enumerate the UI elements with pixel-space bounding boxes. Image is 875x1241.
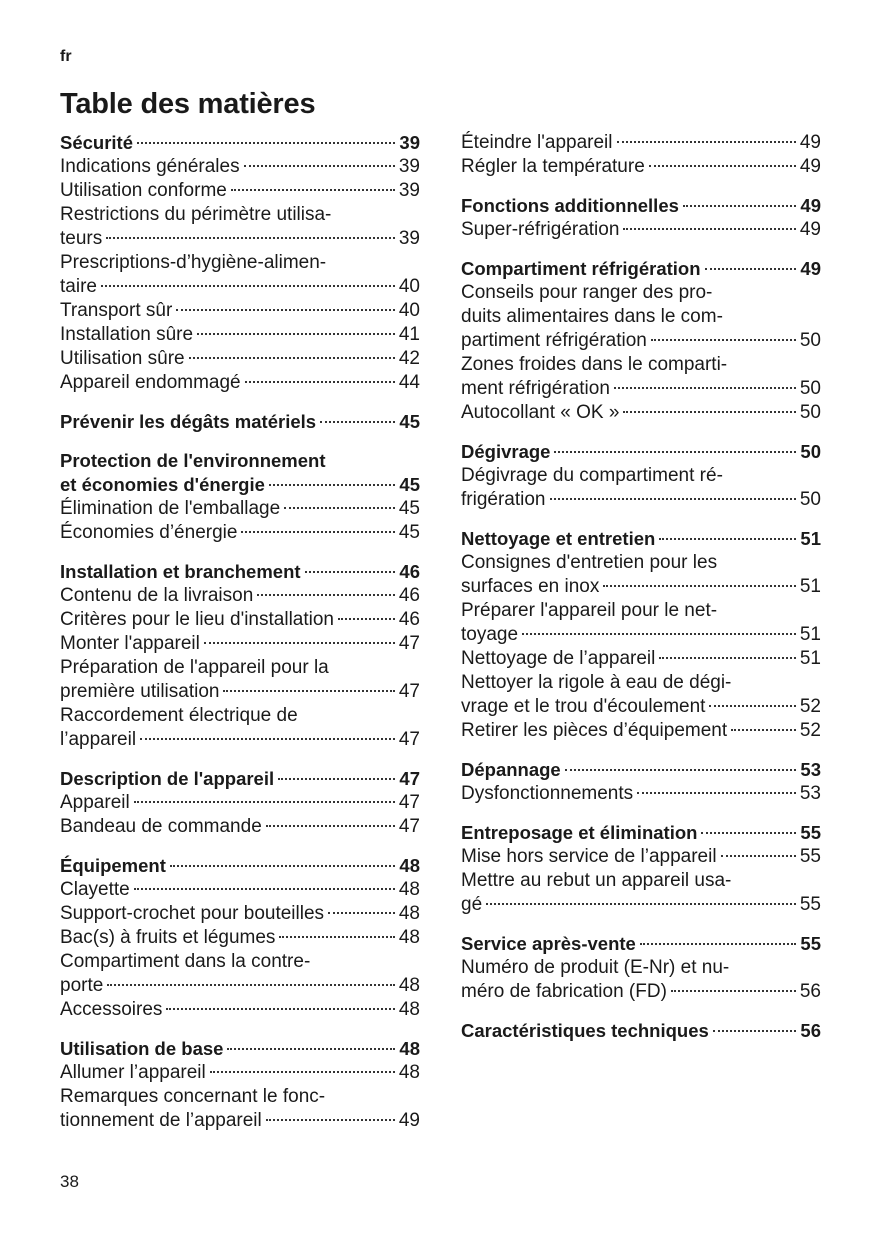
- toc-entry-title: toyage: [461, 624, 519, 645]
- dot-leader: [338, 618, 395, 620]
- dot-leader: [649, 165, 796, 167]
- dot-leader: [279, 936, 394, 938]
- toc-heading[interactable]: [461, 257, 821, 281]
- toc-entry[interactable]: [461, 695, 821, 719]
- toc-section: [461, 257, 821, 425]
- dot-leader: [166, 1008, 394, 1010]
- page-ref: 46: [398, 585, 420, 606]
- toc-entry-title: Accessoires: [60, 999, 163, 1020]
- toc-entry[interactable]: [461, 719, 821, 743]
- toc-entry-title: Support-crochet pour bouteilles: [60, 903, 325, 924]
- page-ref: 47: [398, 792, 420, 813]
- page-ref: 45: [399, 474, 420, 495]
- toc-heading-title: Équipement: [60, 855, 166, 876]
- dot-leader: [683, 205, 797, 207]
- toc-section: [461, 194, 821, 242]
- toc-heading-title: Dépannage: [461, 759, 561, 780]
- page-ref: 47: [398, 681, 420, 702]
- page-ref: 42: [398, 348, 420, 369]
- language-code: fr: [60, 48, 72, 65]
- toc-entry[interactable]: [461, 488, 821, 512]
- toc-heading[interactable]: [60, 410, 420, 434]
- page-ref: 45: [398, 498, 420, 519]
- toc-column-left: [60, 131, 420, 1148]
- toc-entry[interactable]: [60, 902, 420, 926]
- toc-heading-title: Caractéristiques techniques: [461, 1020, 709, 1041]
- toc-entry-title: teurs: [60, 228, 103, 249]
- toc-entry-line: Mettre au rebut un appareil usa-: [461, 870, 732, 891]
- toc-entry-title: Utilisation conforme: [60, 180, 227, 201]
- toc-entry-title: partiment réfrigération: [461, 330, 647, 351]
- toc-entry-title: ment réfrigération: [461, 378, 610, 399]
- dot-leader: [637, 792, 796, 794]
- toc-heading[interactable]: [60, 767, 420, 791]
- page-ref: 39: [398, 156, 420, 177]
- toc-entry-title: Utilisation sûre: [60, 348, 185, 369]
- toc-section: [60, 767, 420, 839]
- dot-leader: [134, 888, 395, 890]
- toc-entry-title: surfaces en inox: [461, 576, 600, 597]
- toc-heading[interactable]: [60, 131, 420, 155]
- toc-heading-title: Nettoyage et entretien: [461, 528, 656, 549]
- page-ref: 50: [799, 378, 821, 399]
- dot-leader: [107, 984, 395, 986]
- toc-entry[interactable]: [60, 497, 420, 521]
- dot-leader: [603, 585, 796, 587]
- dot-leader: [709, 705, 795, 707]
- page-ref: 55: [799, 846, 821, 867]
- dot-leader: [284, 507, 395, 509]
- dot-leader: [241, 531, 394, 533]
- dot-leader: [170, 865, 396, 867]
- toc-heading[interactable]: [60, 1037, 420, 1061]
- toc-entry-title: l’appareil: [60, 729, 137, 750]
- toc-entry-title: Éteindre l'appareil: [461, 132, 613, 153]
- toc-entry[interactable]: [60, 926, 420, 950]
- toc-heading[interactable]: [461, 932, 821, 956]
- toc-heading-line: Protection de l'environnement: [60, 450, 326, 471]
- dot-leader: [231, 189, 395, 191]
- dot-leader: [278, 778, 395, 780]
- page-ref: 46: [399, 561, 420, 582]
- page-ref: 39: [398, 180, 420, 201]
- page-ref: 39: [398, 228, 420, 249]
- toc-entry[interactable]: [60, 791, 420, 815]
- toc-section: [461, 821, 821, 917]
- toc-entry[interactable]: [60, 347, 420, 371]
- toc-section: [461, 527, 821, 743]
- dot-leader: [189, 357, 395, 359]
- toc-entry[interactable]: [461, 782, 821, 806]
- toc-entry-title: Clayette: [60, 879, 130, 900]
- toc-section: [461, 1019, 821, 1043]
- page-ref: 47: [398, 816, 420, 837]
- toc-entry-line: Préparer l'appareil pour le net-: [461, 600, 718, 621]
- toc-entry-line: Restrictions du périmètre utilisa-: [60, 204, 332, 225]
- toc-entry-line: Remarques concernant le fonc-: [60, 1086, 326, 1107]
- dot-leader: [137, 142, 395, 144]
- toc-section: [461, 440, 821, 512]
- page-ref: 40: [398, 300, 420, 321]
- dot-leader: [101, 285, 395, 287]
- toc-entry[interactable]: [60, 371, 420, 395]
- toc-entry[interactable]: [461, 131, 821, 155]
- page-ref: 53: [799, 783, 821, 804]
- dot-leader: [522, 633, 796, 635]
- toc-entry-title: taire: [60, 276, 97, 297]
- dot-leader: [204, 642, 395, 644]
- toc-entry-title: porte: [60, 975, 104, 996]
- toc-heading[interactable]: [461, 758, 821, 782]
- page-ref: 49: [800, 195, 821, 216]
- page-ref: 51: [799, 648, 821, 669]
- toc-entry[interactable]: [60, 608, 420, 632]
- toc-entry[interactable]: [60, 974, 420, 998]
- page-ref: 48: [398, 903, 420, 924]
- page-ref: 52: [799, 696, 821, 717]
- page-ref: 48: [398, 927, 420, 948]
- dot-leader: [701, 832, 796, 834]
- toc-entry-title: frigération: [461, 489, 546, 510]
- toc-entry[interactable]: [60, 227, 420, 251]
- toc-heading-title: Description de l'appareil: [60, 768, 275, 789]
- dot-leader: [623, 228, 795, 230]
- toc-entry[interactable]: [60, 1109, 420, 1133]
- toc-entry-title: vrage et le trou d'écoulement: [461, 696, 706, 717]
- toc-section: [60, 560, 420, 752]
- page-ref: 48: [398, 879, 420, 900]
- toc-entry-title: Nettoyage de l’appareil: [461, 648, 656, 669]
- toc-entry-line: Dégivrage du compartiment ré-: [461, 465, 723, 486]
- page-ref: 45: [398, 522, 420, 543]
- dot-leader: [614, 387, 796, 389]
- toc-entry[interactable]: [461, 893, 821, 917]
- toc-heading[interactable]: [461, 440, 821, 464]
- dot-leader: [210, 1071, 395, 1073]
- toc-entry-title: Bac(s) à fruits et légumes: [60, 927, 276, 948]
- toc-heading-title: Utilisation de base: [60, 1038, 224, 1059]
- dot-leader: [721, 855, 796, 857]
- page-ref: 39: [399, 132, 420, 153]
- toc-section: [60, 131, 420, 395]
- toc-entry-title: Retirer les pièces d’équipement: [461, 720, 728, 741]
- toc-entry-line: Zones froides dans le comparti-: [461, 354, 728, 375]
- page-ref: 52: [799, 720, 821, 741]
- page-ref: 50: [800, 441, 821, 462]
- toc-entry[interactable]: [60, 878, 420, 902]
- toc-entry[interactable]: [461, 401, 821, 425]
- page-ref: 47: [398, 729, 420, 750]
- toc-column-right: [461, 131, 821, 1058]
- toc-entry-title: Appareil: [60, 792, 130, 813]
- page-ref: 56: [799, 981, 821, 1002]
- dot-leader: [134, 801, 395, 803]
- toc-entry-title: Appareil endommagé: [60, 372, 241, 393]
- toc-heading[interactable]: [461, 821, 821, 845]
- dot-leader: [550, 498, 796, 500]
- toc-section: [461, 131, 821, 179]
- toc-entry-title: gé: [461, 894, 483, 915]
- toc-entry[interactable]: [461, 329, 821, 353]
- toc-entry[interactable]: [60, 728, 420, 752]
- toc-heading-title: Service après-vente: [461, 933, 636, 954]
- toc-entry-title: tionnement de l’appareil: [60, 1110, 262, 1131]
- page-ref: 47: [399, 768, 420, 789]
- page-ref: 48: [398, 999, 420, 1020]
- page-ref: 48: [399, 1038, 420, 1059]
- toc-entry[interactable]: [461, 980, 821, 1004]
- page-ref: 48: [398, 975, 420, 996]
- page-ref: 44: [398, 372, 420, 393]
- toc-entry-line: Numéro de produit (E-Nr) et nu-: [461, 957, 730, 978]
- page-ref: 49: [799, 219, 821, 240]
- toc-entry-line: Prescriptions-d’hygiène-alimen-: [60, 252, 327, 273]
- dot-leader: [266, 1119, 395, 1121]
- toc-entry[interactable]: [60, 323, 420, 347]
- dot-leader: [486, 903, 796, 905]
- dot-leader: [659, 538, 796, 540]
- page-ref: 48: [398, 1062, 420, 1083]
- toc-entry-title: Bandeau de commande: [60, 816, 262, 837]
- page-ref: 49: [398, 1110, 420, 1131]
- dot-leader: [269, 484, 396, 486]
- toc-heading-title: Installation et branchement: [60, 561, 301, 582]
- toc-entry-title: Transport sûr: [60, 300, 173, 321]
- toc-entry[interactable]: [60, 680, 420, 704]
- toc-entry-line: Raccordement électrique de: [60, 705, 298, 726]
- toc-heading-title: Entreposage et élimination: [461, 822, 698, 843]
- toc-heading[interactable]: [60, 854, 420, 878]
- page-ref: 45: [399, 411, 420, 432]
- toc-heading-title: et économies d'énergie: [60, 474, 265, 495]
- toc-entry-title: Super-réfrigération: [461, 219, 620, 240]
- toc-entry-line: Consignes d'entretien pour les: [461, 552, 718, 573]
- toc-entry-line: Nettoyer la rigole à eau de dégi-: [461, 672, 732, 693]
- toc-entry-title: Monter l'appareil: [60, 633, 200, 654]
- toc-section: [60, 1037, 420, 1133]
- toc-entry[interactable]: [461, 845, 821, 869]
- toc-entry-title: Dysfonctionnements: [461, 783, 634, 804]
- toc-entry-title: Allumer l’appareil: [60, 1062, 206, 1083]
- page-ref: 55: [800, 822, 821, 843]
- dot-leader: [197, 333, 395, 335]
- page-ref: 50: [799, 489, 821, 510]
- dot-leader: [565, 769, 797, 771]
- dot-leader: [731, 729, 796, 731]
- toc-entry-line: Préparation de l'appareil pour la: [60, 657, 329, 678]
- dot-leader: [659, 657, 796, 659]
- page-ref: 46: [398, 609, 420, 630]
- toc-entry[interactable]: [461, 575, 821, 599]
- toc-heading-title: Fonctions additionnelles: [461, 195, 679, 216]
- toc-entry-line: Compartiment dans la contre-: [60, 951, 311, 972]
- toc-entry-title: première utilisation: [60, 681, 220, 702]
- dot-leader: [651, 339, 796, 341]
- page-ref: 41: [398, 324, 420, 345]
- dot-leader: [106, 237, 395, 239]
- toc-entry-title: Économies d’énergie: [60, 522, 238, 543]
- page-ref: 53: [800, 759, 821, 780]
- toc-entry[interactable]: [60, 632, 420, 656]
- page-ref: 51: [799, 576, 821, 597]
- dot-leader: [176, 309, 395, 311]
- dot-leader: [705, 268, 797, 270]
- page-ref: 48: [399, 855, 420, 876]
- toc-entry[interactable]: [60, 1061, 420, 1085]
- toc-entry-title: méro de fabrication (FD): [461, 981, 667, 1002]
- toc-entry[interactable]: [60, 815, 420, 839]
- toc-entry[interactable]: [461, 218, 821, 242]
- toc-entry[interactable]: [60, 275, 420, 299]
- toc-section: [461, 932, 821, 1004]
- toc-entry[interactable]: [60, 155, 420, 179]
- dot-leader: [140, 738, 395, 740]
- page-ref: 56: [800, 1020, 821, 1041]
- toc-entry-title: Mise hors service de l’appareil: [461, 846, 717, 867]
- page-ref: 50: [799, 330, 821, 351]
- page-ref: 40: [398, 276, 420, 297]
- toc-heading[interactable]: [60, 560, 420, 584]
- toc-entry[interactable]: [461, 647, 821, 671]
- toc-section: [60, 449, 420, 545]
- page-ref: 51: [800, 528, 821, 549]
- page-ref: 50: [799, 402, 821, 423]
- toc-entry-line: Conseils pour ranger des pro-: [461, 282, 713, 303]
- dot-leader: [320, 421, 395, 423]
- page-number: 38: [60, 1172, 79, 1191]
- toc-entry[interactable]: [60, 998, 420, 1022]
- toc-entry[interactable]: [461, 623, 821, 647]
- dot-leader: [623, 411, 795, 413]
- toc-heading-title: Sécurité: [60, 132, 134, 153]
- toc-section: [461, 758, 821, 806]
- toc-heading[interactable]: [60, 473, 420, 497]
- dot-leader: [223, 690, 394, 692]
- toc-entry-title: Régler la température: [461, 156, 645, 177]
- dot-leader: [554, 451, 796, 453]
- toc-heading[interactable]: [461, 194, 821, 218]
- toc-heading-title: Prévenir les dégâts matériels: [60, 411, 317, 432]
- toc-entry-title: Indications générales: [60, 156, 240, 177]
- dot-leader: [713, 1030, 797, 1032]
- toc-entry[interactable]: [60, 521, 420, 545]
- dot-leader: [305, 571, 396, 573]
- page-ref: 49: [799, 132, 821, 153]
- toc-entry-title: Élimination de l'emballage: [60, 498, 281, 519]
- toc-entry[interactable]: [60, 179, 420, 203]
- dot-leader: [671, 990, 796, 992]
- dot-leader: [245, 381, 395, 383]
- page-ref: 49: [799, 156, 821, 177]
- toc-entry[interactable]: [60, 299, 420, 323]
- dot-leader: [328, 912, 395, 914]
- dot-leader: [617, 141, 796, 143]
- toc-entry-title: Autocollant « OK »: [461, 402, 620, 423]
- dot-leader: [227, 1048, 395, 1050]
- toc-entry[interactable]: [461, 155, 821, 179]
- page-ref: 55: [799, 894, 821, 915]
- dot-leader: [244, 165, 395, 167]
- page-ref: 51: [799, 624, 821, 645]
- dot-leader: [640, 943, 797, 945]
- toc-heading[interactable]: [461, 1019, 821, 1043]
- dot-leader: [257, 594, 395, 596]
- toc-entry-title: Installation sûre: [60, 324, 194, 345]
- toc-entry[interactable]: [60, 584, 420, 608]
- toc-entry-title: Contenu de la livraison: [60, 585, 254, 606]
- toc-heading-title: Compartiment réfrigération: [461, 258, 701, 279]
- toc-entry-title: Critères pour le lieu d'installation: [60, 609, 334, 630]
- page-ref: 47: [398, 633, 420, 654]
- dot-leader: [266, 825, 395, 827]
- toc-heading[interactable]: [461, 527, 821, 551]
- page-title: Table des matières: [60, 88, 316, 120]
- toc-section: [60, 410, 420, 434]
- toc-section: [60, 854, 420, 1022]
- toc-entry-line: duits alimentaires dans le com-: [461, 306, 723, 327]
- toc-heading-title: Dégivrage: [461, 441, 551, 462]
- page-ref: 49: [800, 258, 821, 279]
- page-ref: 55: [800, 933, 821, 954]
- toc-entry[interactable]: [461, 377, 821, 401]
